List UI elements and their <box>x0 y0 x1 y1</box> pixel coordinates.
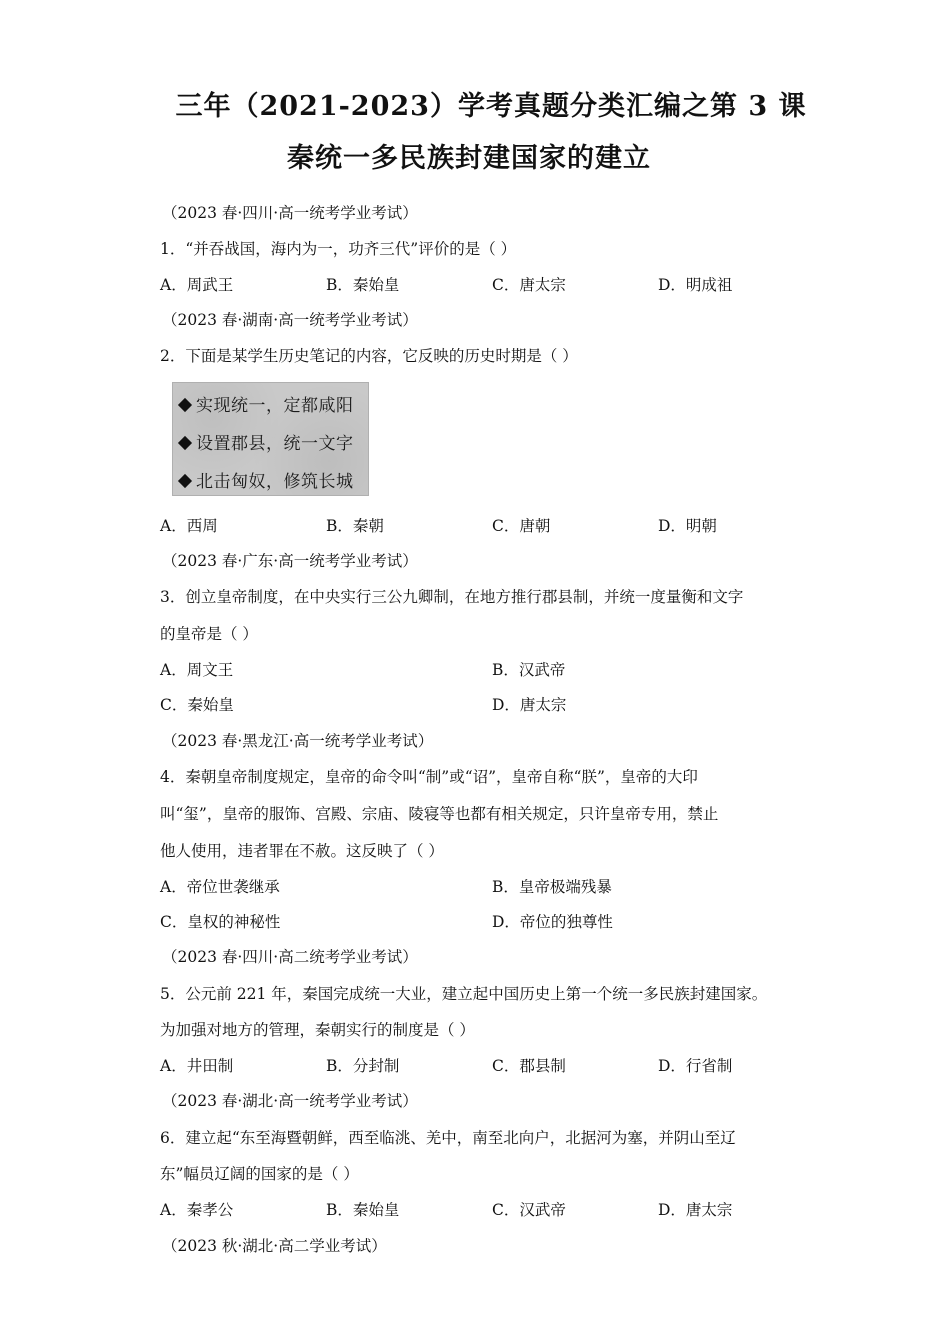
q2-source: （2023 春·湖南·高一统考学业考试） <box>162 311 418 329</box>
q4-option-d: D．帝位的独尊性 <box>492 913 613 931</box>
note-line: 实现统一，定都咸阳 <box>178 391 354 416</box>
q2-option-a: A．西周 <box>160 517 218 535</box>
q4-source: （2023 春·黑龙江·高一统考学业考试） <box>162 732 434 750</box>
q4-stem-line2: 叫“玺”，皇帝的服饰、宫殿、宗庙、陵寝等也都有相关规定，只许皇帝专用，禁止 <box>160 805 719 823</box>
doc-title-line2: 秦统一多民族封建国家的建立 <box>287 143 651 174</box>
q1-source: （2023 春·四川·高一统考学业考试） <box>162 204 418 222</box>
q4-stem-line3: 他人使用，违者罪在不赦。这反映了（ ） <box>160 842 444 860</box>
q3-source: （2023 春·广东·高一统考学业考试） <box>162 552 418 570</box>
doc-title-line1: 三年（2021-2023）学考真题分类汇编之第 3 课 <box>175 91 807 122</box>
q3-option-d: D．唐太宗 <box>492 696 567 714</box>
q1-option-d: D．明成祖 <box>658 276 733 294</box>
q6-option-b: B．秦始皇 <box>326 1201 400 1219</box>
q5-option-d: D．行省制 <box>658 1057 733 1075</box>
diamond-bullet-icon <box>178 436 192 450</box>
note-line: 设置郡县，统一文字 <box>178 429 354 454</box>
q3-option-b: B．汉武帝 <box>492 661 566 679</box>
q6-stem-line1: 6．建立起“东至海暨朝鲜，西至临洮、羌中，南至北向户，北据河为塞，并阴山至辽 <box>160 1129 736 1147</box>
history-note-image <box>172 382 369 496</box>
q1-option-a: A．周武王 <box>160 276 234 294</box>
q2-option-d: D．明朝 <box>658 517 717 535</box>
q6-option-d: D．唐太宗 <box>658 1201 733 1219</box>
q4-option-c: C．皇权的神秘性 <box>160 913 281 931</box>
q1-option-c: C．唐太宗 <box>492 276 566 294</box>
q5-option-c: C．郡县制 <box>492 1057 566 1075</box>
q4-stem-line1: 4．秦朝皇帝制度规定，皇帝的命令叫“制”或“诏”，皇帝自称“朕”，皇帝的大印 <box>160 768 698 786</box>
q5-option-a: A．井田制 <box>160 1057 234 1075</box>
q4-option-a: A．帝位世袭继承 <box>160 878 280 896</box>
q2-stem: 2．下面是某学生历史笔记的内容，它反映的历史时期是（ ） <box>160 347 578 365</box>
q2-option-b: B．秦朝 <box>326 517 384 535</box>
q5-source: （2023 春·四川·高二统考学业考试） <box>162 948 418 966</box>
q5-stem-line1: 5．公元前 221 年，秦国完成统一大业，建立起中国历史上第一个统一多民族封建国家。 <box>160 985 768 1003</box>
q1-option-b: B．秦始皇 <box>326 276 400 294</box>
diamond-bullet-icon <box>178 398 192 412</box>
note-line: 北击匈奴，修筑长城 <box>178 467 354 492</box>
q4-option-b: B．皇帝极端残暴 <box>492 878 612 896</box>
q5-option-b: B．分封制 <box>326 1057 400 1075</box>
q7-source: （2023 秋·湖北·高二学业考试） <box>162 1237 387 1255</box>
diamond-bullet-icon <box>178 474 192 488</box>
q5-stem-line2: 为加强对地方的管理，秦朝实行的制度是（ ） <box>160 1021 475 1039</box>
q2-option-c: C．唐朝 <box>492 517 551 535</box>
q6-option-c: C．汉武帝 <box>492 1201 566 1219</box>
q3-stem-line1: 3．创立皇帝制度，在中央实行三公九卿制，在地方推行郡县制，并统一度量衡和文字 <box>160 588 744 606</box>
q1-stem: 1．“并吞战国，海内为一，功齐三代”评价的是（ ） <box>160 240 517 258</box>
q3-option-c: C．秦始皇 <box>160 696 234 714</box>
q6-stem-line2: 东”幅员辽阔的国家的是（ ） <box>160 1165 359 1183</box>
q3-option-a: A．周文王 <box>160 661 234 679</box>
q6-option-a: A．秦孝公 <box>160 1201 234 1219</box>
q3-stem-line2: 的皇帝是（ ） <box>160 625 258 643</box>
q6-source: （2023 春·湖北·高一统考学业考试） <box>162 1092 418 1110</box>
